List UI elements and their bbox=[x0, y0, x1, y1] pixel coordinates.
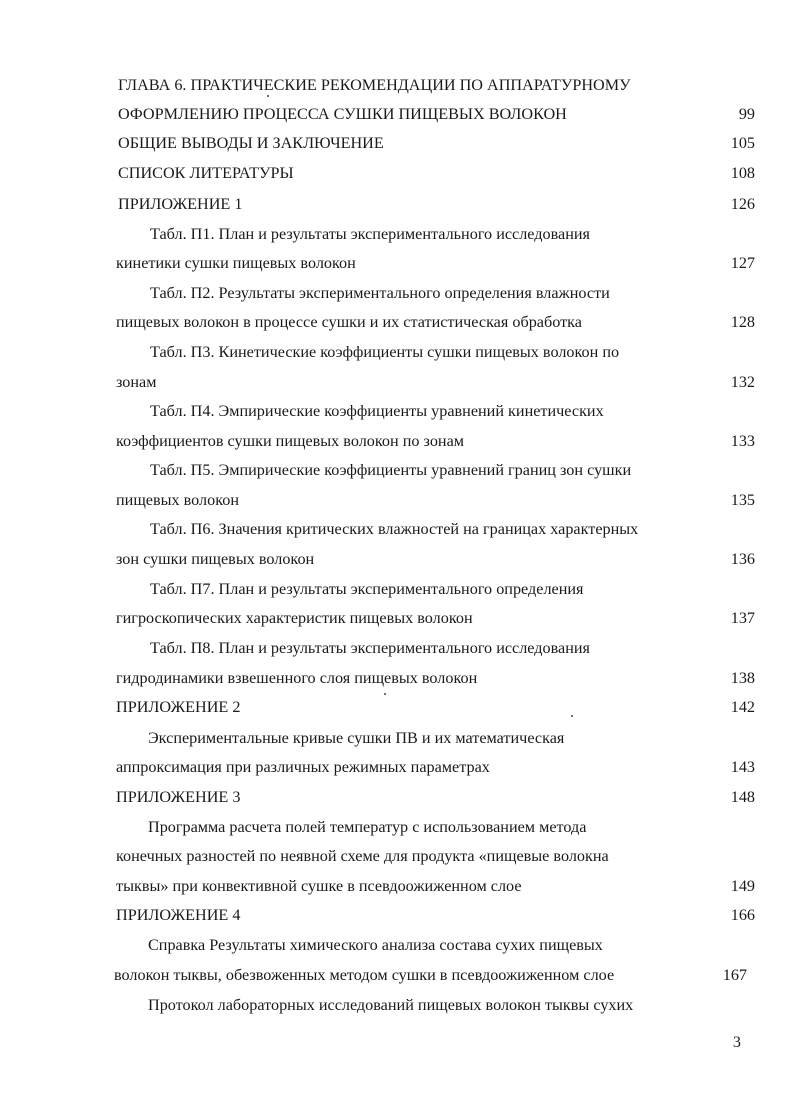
toc-page: 167 bbox=[722, 966, 747, 984]
toc-text: ОФОРМЛЕНИЮ ПРОЦЕССА СУШКИ ПИЩЕВЫХ ВОЛОКОН bbox=[118, 105, 567, 123]
toc-page: 127 bbox=[730, 254, 755, 272]
toc-text: Протокол лабораторных исследований пищевых волокон тыквы сухих bbox=[148, 996, 634, 1014]
toc-text: Табл. П1. План и результаты экспериментального исследования bbox=[150, 225, 590, 243]
toc-page: 148 bbox=[730, 788, 755, 806]
scan-speck bbox=[384, 693, 386, 695]
toc-line bbox=[0, 843, 799, 869]
toc-page: 149 bbox=[730, 877, 755, 895]
toc-line bbox=[0, 635, 799, 661]
toc-line bbox=[0, 487, 799, 513]
toc-text: пищевых волокон bbox=[116, 491, 240, 509]
toc-text: ПРИЛОЖЕНИЕ 3 bbox=[116, 788, 241, 806]
toc-text: ОБЩИЕ ВЫВОДЫ И ЗАКЛЮЧЕНИЕ bbox=[118, 134, 384, 152]
toc-text: СПИСОК ЛИТЕРАТУРЫ bbox=[118, 164, 294, 182]
toc-page: 108 bbox=[730, 164, 755, 182]
toc-line bbox=[0, 428, 799, 454]
toc-text: волокон тыквы, обезвоженных методом сушки в псевдоожиженном слое bbox=[114, 966, 615, 984]
toc-line bbox=[0, 576, 799, 602]
toc-page: 137 bbox=[730, 609, 755, 627]
scan-speck bbox=[571, 715, 573, 717]
toc-line bbox=[0, 160, 799, 186]
toc-page: 126 bbox=[730, 195, 755, 213]
toc-line bbox=[0, 605, 799, 631]
toc-page: 143 bbox=[730, 758, 755, 776]
toc-page: 138 bbox=[730, 669, 755, 687]
toc-line bbox=[0, 873, 799, 899]
toc-line bbox=[0, 398, 799, 424]
toc-text: гидродинамики взвешенного слоя пищевых волокон bbox=[116, 669, 478, 687]
toc-line bbox=[0, 754, 799, 780]
toc-page: 105 bbox=[730, 134, 755, 152]
toc-text: ПРИЛОЖЕНИЕ 1 bbox=[118, 195, 243, 213]
toc-line bbox=[0, 221, 799, 247]
toc-text: зонам bbox=[116, 373, 157, 391]
toc-text: Табл. П6. Значения критических влажностей на границах характерных bbox=[150, 520, 639, 538]
toc-line bbox=[0, 694, 799, 720]
toc-text: аппроксимация при различных режимных параметрах bbox=[116, 758, 490, 776]
toc-line bbox=[0, 101, 799, 127]
toc-text: Программа расчета полей температур с использованием метода bbox=[148, 818, 587, 836]
toc-text: гигроскопических характеристик пищевых волокон bbox=[116, 609, 473, 627]
toc-text: ГЛАВА 6. ПРАКТИЧЕСКИЕ РЕКОМЕНДАЦИИ ПО АППАРАТУРНОМУ bbox=[118, 76, 631, 94]
toc-page: 135 bbox=[730, 491, 755, 509]
toc-line bbox=[0, 784, 799, 810]
scan-speck bbox=[267, 95, 269, 97]
toc-page: 132 bbox=[730, 373, 755, 391]
toc-line bbox=[0, 191, 799, 217]
toc-text: кинетики сушки пищевых волокон bbox=[116, 254, 356, 272]
page-number: 3 bbox=[732, 1033, 741, 1051]
toc-line bbox=[0, 457, 799, 483]
toc-text: конечных разностей по неявной схеме для продукта «пищевые волокна bbox=[116, 847, 609, 865]
toc-page: 166 bbox=[730, 906, 755, 924]
toc-text: Табл. П5. Эмпирические коэффициенты уравнений границ зон сушки bbox=[150, 461, 632, 479]
toc-line bbox=[0, 814, 799, 840]
toc-text: ПРИЛОЖЕНИЕ 4 bbox=[116, 906, 241, 924]
toc-line bbox=[0, 309, 799, 335]
toc-text: Табл. П3. Кинетические коэффициенты сушки пищевых волокон по bbox=[150, 343, 620, 361]
toc-line bbox=[0, 932, 799, 958]
toc-text: ПРИЛОЖЕНИЕ 2 bbox=[116, 698, 241, 716]
toc-line bbox=[0, 725, 799, 751]
toc-text: коэффициентов сушки пищевых волокон по зонам bbox=[116, 432, 465, 450]
toc-text: тыквы» при конвективной сушке в псевдоожиженном слое bbox=[116, 877, 522, 895]
toc-text: Табл. П8. План и результаты экспериментального исследования bbox=[150, 639, 590, 657]
toc-page: 99 bbox=[738, 105, 755, 123]
toc-text: Справка Результаты химического анализа состава сухих пищевых bbox=[148, 936, 603, 954]
toc-text: Табл. П4. Эмпирические коэффициенты уравнений кинетических bbox=[150, 402, 604, 420]
toc-page: 128 bbox=[730, 313, 755, 331]
toc-text: Табл. П2. Результаты экспериментального определения влажности bbox=[150, 284, 610, 302]
toc-line bbox=[0, 992, 799, 1018]
toc-line bbox=[0, 516, 799, 542]
toc-line bbox=[0, 72, 799, 98]
toc-text: зон сушки пищевых волокон bbox=[116, 550, 315, 568]
toc-text: Табл. П7. План и результаты экспериментального определения bbox=[150, 580, 584, 598]
toc-page: 142 bbox=[730, 698, 755, 716]
toc-line bbox=[0, 902, 799, 928]
toc-page: 136 bbox=[730, 550, 755, 568]
toc-line bbox=[0, 250, 799, 276]
toc-line bbox=[0, 130, 799, 156]
toc-page: 133 bbox=[730, 432, 755, 450]
toc-line bbox=[0, 280, 799, 306]
toc-line bbox=[0, 546, 799, 572]
toc-line bbox=[0, 339, 799, 365]
toc-line bbox=[0, 962, 799, 988]
toc-line bbox=[0, 665, 799, 691]
toc-text: Экспериментальные кривые сушки ПВ и их математическая bbox=[148, 729, 565, 747]
toc-line bbox=[0, 369, 799, 395]
toc-text: пищевых волокон в процессе сушки и их статистическая обработка bbox=[116, 313, 582, 331]
